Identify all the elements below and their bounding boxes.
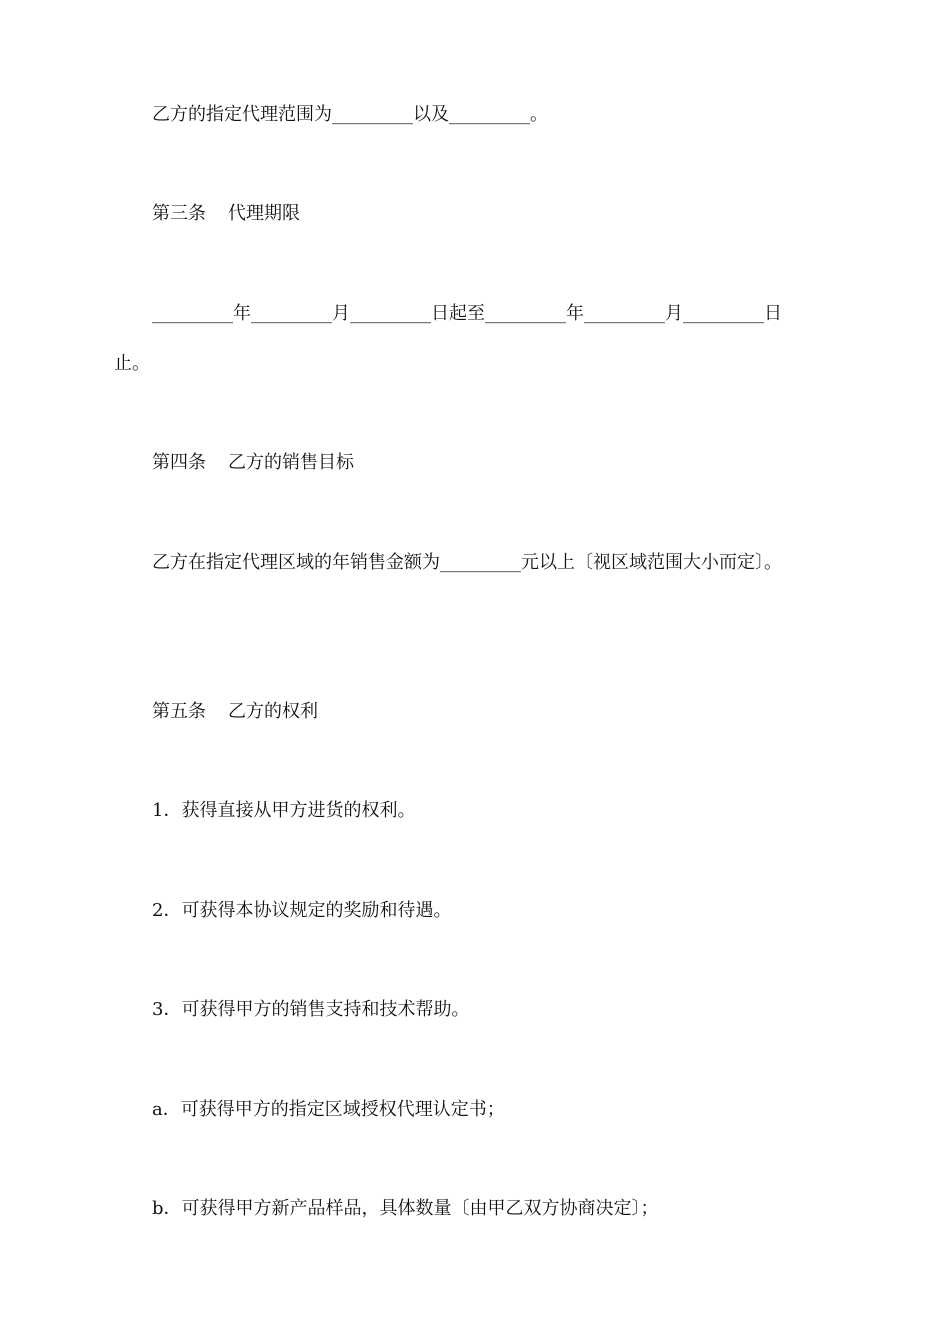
article-title: 代理期限: [228, 203, 300, 224]
article-5-heading: [152, 700, 318, 724]
rights-subitem-a: a．可获得甲方的指定区域授权代理认定书；: [152, 1099, 505, 1120]
article-3-heading: [152, 202, 300, 226]
rights-item-3: 3．可获得甲方的销售支持和技术帮助。: [152, 999, 470, 1020]
article-title: 乙方的销售目标: [228, 452, 354, 473]
term-line: _________年_________月_________日起至_________年_________月_________日: [152, 303, 782, 324]
article-title: 乙方的权利: [228, 701, 318, 722]
rights-item-1: 1．获得直接从甲方进货的权利。: [152, 800, 416, 821]
article-number: 第三条: [152, 203, 206, 224]
article-number: 第五条: [152, 701, 206, 722]
term-line-continuation: 止。: [114, 353, 150, 374]
rights-subitem-b: b．可获得甲方新产品样品，具体数量〔由甲乙双方协商决定〕；: [152, 1198, 659, 1219]
sales-target-line: 乙方在指定代理区域的年销售金额为_________元以上〔视区域范围大小而定〕。: [152, 552, 782, 573]
article-4-heading: [152, 451, 354, 475]
rights-item-2: 2．可获得本协议规定的奖励和待遇。: [152, 900, 452, 921]
article-number: 第四条: [152, 452, 206, 473]
scope-line: 乙方的指定代理范围为_________以及_________。: [152, 104, 548, 125]
